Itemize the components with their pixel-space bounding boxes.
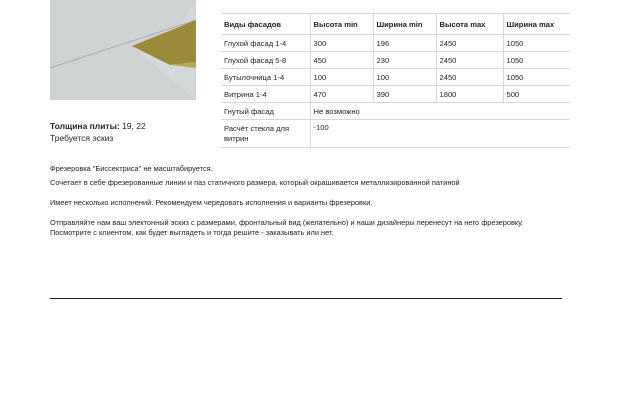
thickness-line bbox=[50, 120, 146, 132]
table-row bbox=[221, 86, 570, 103]
table-row bbox=[221, 52, 570, 69]
cell-bent-value: Не возможно bbox=[310, 103, 570, 120]
cell-facade-type: Бутылочница 1-4 bbox=[221, 69, 310, 86]
cell-height-min: 100 bbox=[310, 69, 373, 86]
product-photo bbox=[50, 0, 196, 100]
table-row-bent-facade bbox=[221, 103, 570, 120]
note-milling-description: Сочетает в себе фрезерованные линии и паз статичного размера, который окрашивается металлизированной патиной bbox=[50, 178, 460, 187]
cell-width-max: 500 bbox=[503, 86, 570, 103]
cell-width-max: 1050 bbox=[503, 52, 570, 69]
cell-height-max: 2450 bbox=[436, 69, 503, 86]
note-not-scalable: Фрезеровка "Биссектриса" не масштабируется. bbox=[50, 164, 213, 173]
table-row bbox=[221, 69, 570, 86]
table-row-glass-calc bbox=[221, 120, 570, 148]
thickness-label: Толщина плиты: bbox=[50, 121, 120, 131]
note-send-sketch: Отправляйте нам ваш электонный эскиз с размерами, фронтальный вид (желательно) и наши дизайнеры перенесут на него фрезеровку. Посмотрите с клиентом, как будет выглядеть и тогда решите - заказывать или нет. bbox=[50, 218, 524, 237]
cell-height-min: 450 bbox=[310, 52, 373, 69]
table-header-row bbox=[221, 14, 570, 35]
header-width-min: Ширина min bbox=[373, 14, 436, 35]
facade-milling-illustration bbox=[50, 0, 196, 100]
cell-glass-label: Расчёт стекла для витрин bbox=[221, 120, 310, 148]
facade-size-table bbox=[221, 13, 570, 148]
cell-bent-label: Гнутый фасад bbox=[221, 103, 310, 120]
cell-height-max: 2450 bbox=[436, 52, 503, 69]
header-height-max: Высота max bbox=[436, 14, 503, 35]
header-facade-type: Виды фасадов bbox=[221, 14, 310, 35]
horizontal-divider bbox=[50, 298, 562, 299]
description-notes bbox=[50, 164, 560, 238]
cell-width-min: 230 bbox=[373, 52, 436, 69]
cell-height-min: 300 bbox=[310, 35, 373, 52]
header-width-max: Ширина max bbox=[503, 14, 570, 35]
cell-height-min: 470 bbox=[310, 86, 373, 103]
cell-glass-value: -100 bbox=[310, 120, 570, 148]
product-details bbox=[50, 120, 146, 144]
thickness-value: 19, 22 bbox=[122, 121, 146, 131]
cell-height-max: 2450 bbox=[436, 35, 503, 52]
cell-height-max: 1800 bbox=[436, 86, 503, 103]
sketch-required-note: Требуется эскиз bbox=[50, 133, 114, 143]
cell-width-min: 196 bbox=[373, 35, 436, 52]
cell-width-max: 1050 bbox=[503, 69, 570, 86]
cell-facade-type: Глухой фасад 5-8 bbox=[221, 52, 310, 69]
cell-width-max: 1050 bbox=[503, 35, 570, 52]
cell-facade-type: Глухой фасад 1-4 bbox=[221, 35, 310, 52]
cell-width-min: 390 bbox=[373, 86, 436, 103]
cell-width-min: 100 bbox=[373, 69, 436, 86]
header-height-min: Высота min bbox=[310, 14, 373, 35]
cell-facade-type: Витрина 1-4 bbox=[221, 86, 310, 103]
table-row bbox=[221, 35, 570, 52]
note-variants: Имеет несколько исполнений. Рекомендуем чередовать исполнения и варианты фрезеровки. bbox=[50, 198, 373, 207]
